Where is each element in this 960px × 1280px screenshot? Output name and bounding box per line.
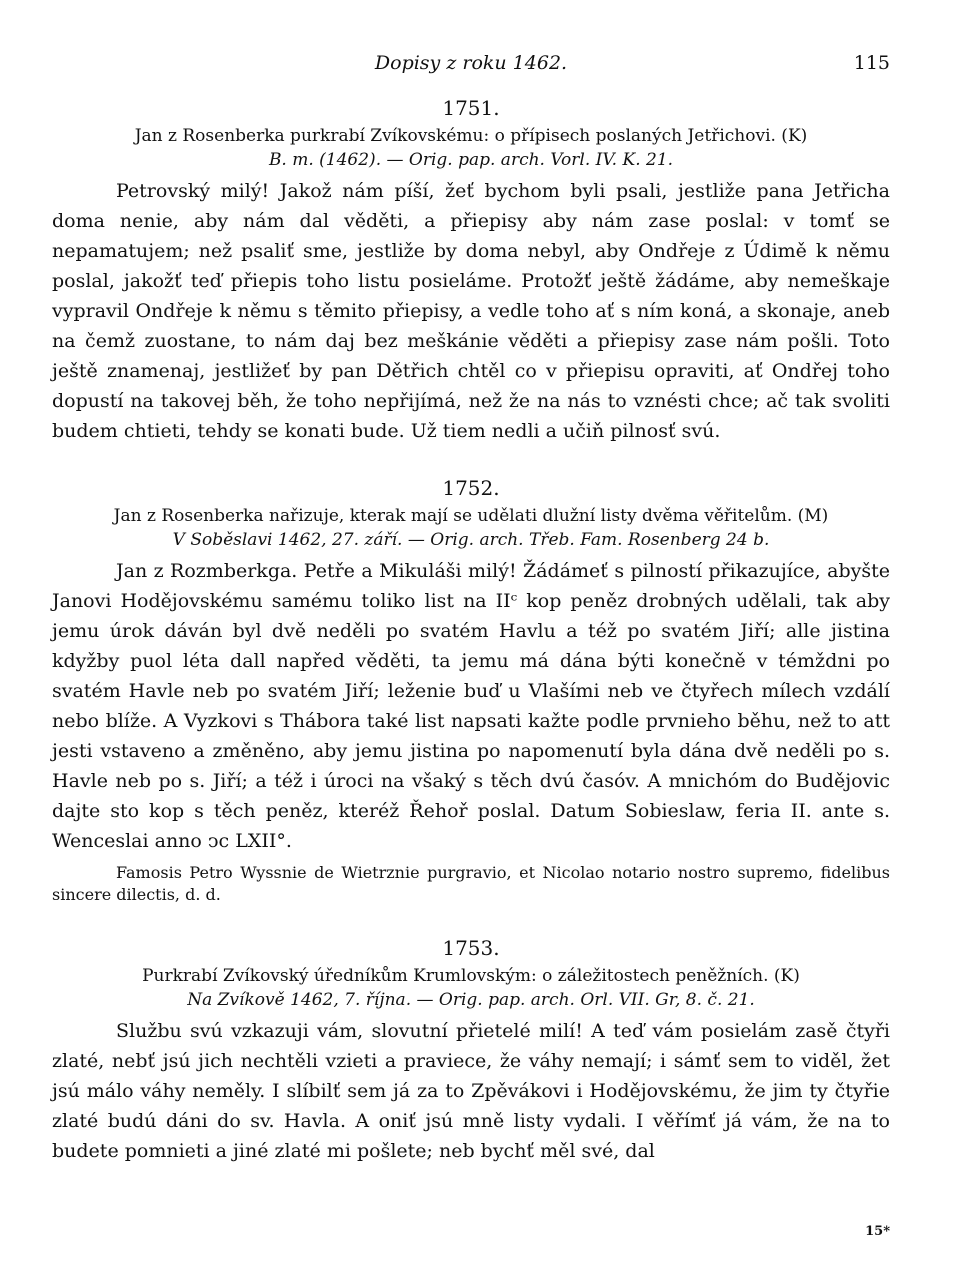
entry-1752 [52, 476, 890, 906]
entry-number: 1752. [442, 476, 500, 500]
entry-source: Na Zvíkově 1462, 7. října. — Orig. pap. arch. Orl. VII. Gr, 8. č. 21. [187, 990, 755, 1010]
entry-1753 [52, 936, 890, 1166]
entry-source: V Soběslavi 1462, 27. září. — Orig. arch. Třeb. Fam. Rosenberg 24 b. [172, 530, 770, 550]
page-header [52, 52, 890, 88]
entry-text: Službu svú vzkazuji vám, slovutní přietelé milí! A teď vám posielám zasě čtyři zlaté, nebť jsú jich nechtěli vzieti a praviece, že váhy nemají; i sámť sem to viděl, žet jsú málo váhy neměly. I slíbilť sem já za to Zpěvákovi i Hodějovskému, že jim ty čtyřie zlaté budú dáni do sv. Havla. A oniť jsú mně listy vydali. I věřímť já vám, že na to budete pomnieti a jiné zlaté mi pošlete; neb bychť měl své, dal [52, 1020, 890, 1162]
entry-text: Jan z Rozmberkga. Petře a Mikuláši milý! Žádámeť s pilností přikazujíce, abyšte Janovi Hodějovskému samému toliko list na IIᶜ kop peněz drobných udělali, tak aby jemu úrok dáván byl dvě neděli po svatém Havlu a též po svatém Jiří; alle jistina kdyžby puol léta dall napřed věděti, ta jemu má dána býti konečně v témždni po svatém Havle neb po svatém Jiří; leženie buď u Vlašími neb ve čtyřech mílech vzdálí nebo blíže. A Vyzkovi s Thábora také list napsati kažte podle prvnieho běhu, než to att jesti vstaveno a změněno, aby jemu jistina po napomenutí byla dána dvě neděli po s. Havle neb po s. Jiří; a též i úroci na všaký s těch dvú časóv. A mnichóm do Budějovic dajte sto kop s těch peněz, kteréž Řehoř poslal. Datum Sobieslaw, feria II. ante s. Wenceslai anno ↄc LXII°. [52, 560, 890, 852]
page-number: 115 [853, 52, 890, 74]
entry-number: 1751. [442, 96, 500, 120]
entry-summary: Jan z Rosenberka purkrabí Zvíkovskému: o přípisech poslaných Jetřichovi. (K) [134, 126, 808, 146]
entry-summary: Jan z Rosenberka nařizuje, kterak mají se udělati dlužní listy dvěma věřitelům. (M) [113, 506, 829, 526]
running-title: Dopisy z roku 1462. [374, 52, 568, 74]
entry-summary: Purkrabí Zvíkovský úředníkům Krumlovským: o záležitostech peněžních. (K) [142, 966, 800, 986]
entry-1751 [52, 96, 890, 446]
printer-signature: 15* [865, 1224, 890, 1239]
entry-number: 1753. [442, 936, 500, 960]
entry-address: Famosis Petro Wyssnie de Wietrznie purgravio, et Nicolao notario nostro supremo, fidelibus sincere dilectis, d. d. [52, 863, 890, 904]
document-page [52, 52, 890, 1166]
entry-source: B. m. (1462). — Orig. pap. arch. Vorl. IV. K. 21. [268, 150, 674, 170]
entry-text: Petrovský milý! Jakož nám píší, žeť bychom byli psali, jestliže pana Jetřicha doma nenie, aby nám dal věděti, a přiepisy aby nám zase poslal: v tomť se nepamatujem; než psaliť sme, jestliže by doma nebyl, aby Ondřeje z Údimě k němu poslal, jakožť teď přiepis toho listu posieláme. Protožť ještě žádáme, aby nemeškaje vypravil Ondřeje k němu s těmito přiepisy, a vedle toho ať s ním koná, a skonaje, aneb na čemž zuostane, to nám daj bez meškánie věděti a přiepisy zase nám pošli. Toto ještě znamenaj, jestližeť by pan Dětřich chtěl co v přiepisu opraviti, ať Ondřej toho dopustí na takovej běh, že toho nepřijímá, než že na nás to vznésti chce; ač tak svoliti budem chtieti, tehdy se konati bude. Už tiem nedli a učiň pilnosť svú. [52, 180, 890, 442]
